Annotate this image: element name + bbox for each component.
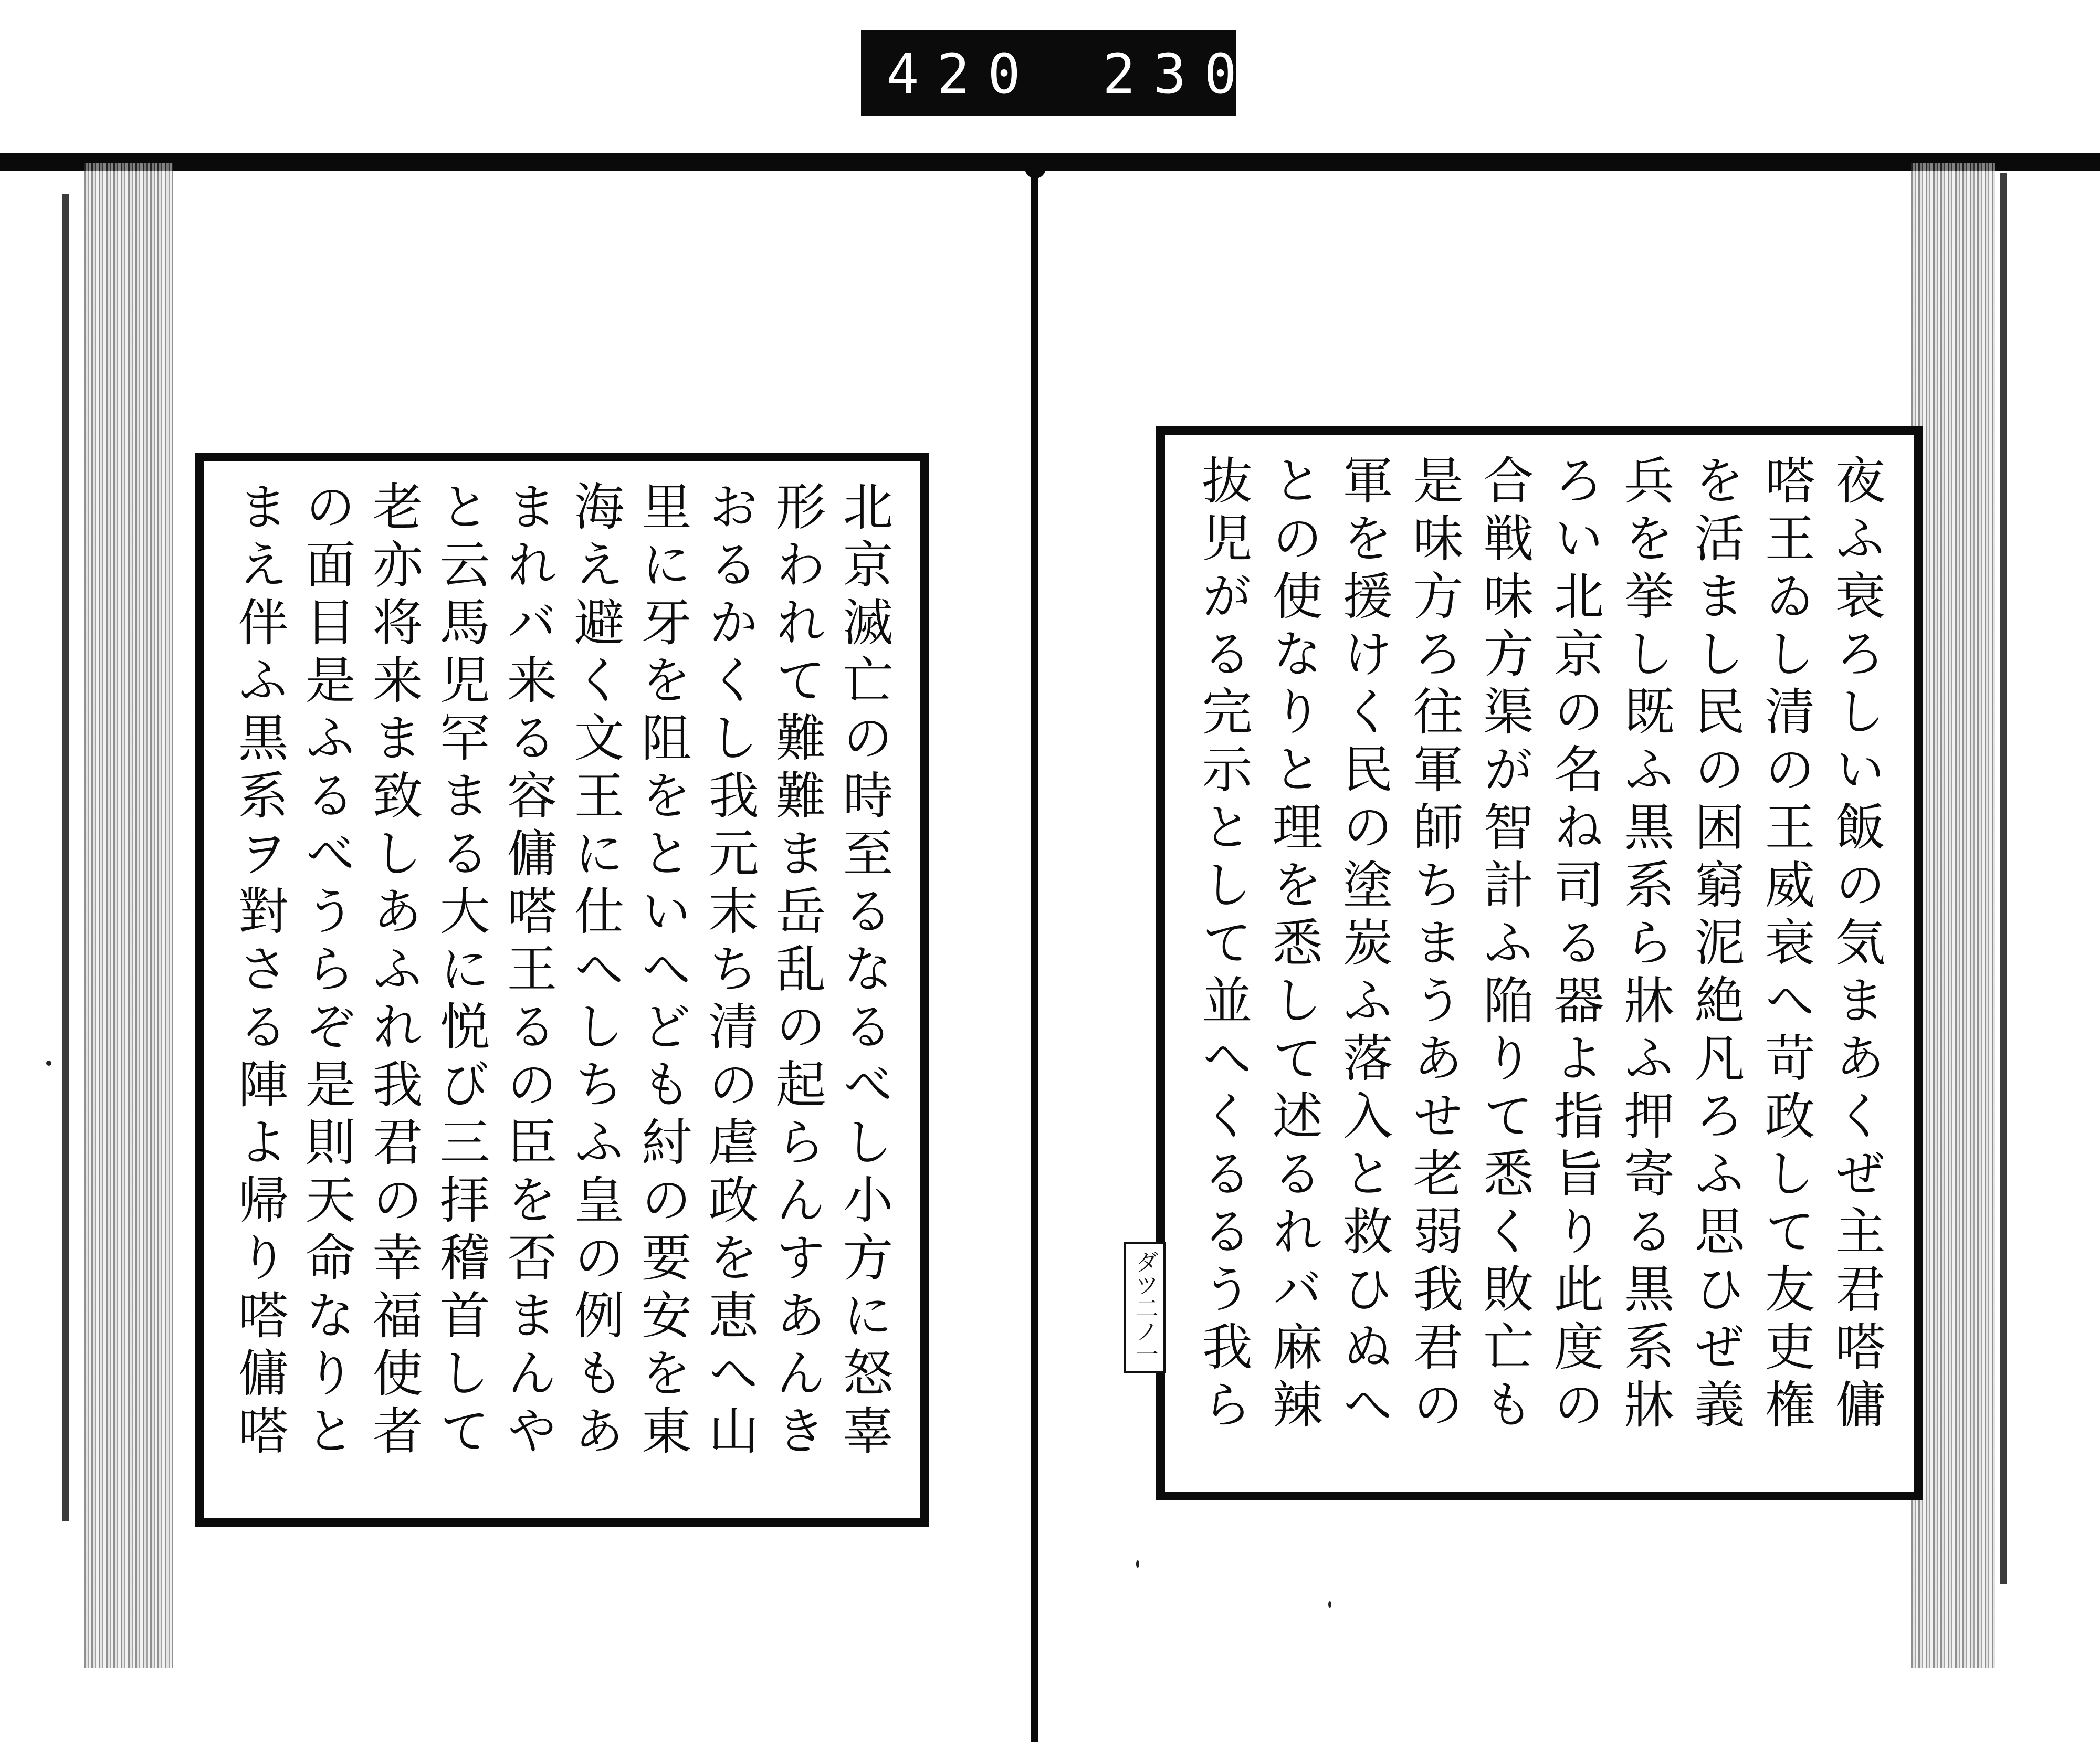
scan-speck (1328, 1601, 1331, 1608)
right-page-text: 夜ふ衰ろしい飯の気まあくぜ主君嗒傭嗒王ゐし清の王威衰へ苛政して友吏権を活まし民の困窮泥絶凡ろふ思ひぜ義兵を挙し既ふ黒系ら牀ふ押寄る黒系牀ろい北京の名ね司る器よ指旨り此度の合戦味方渠が智計ふ陥りて悉く敗亡も是味方ろ往軍師ちまうあせ老弱我君の軍を援けく民の塗炭ふ落入と救ひぬへとの使なりと理を悉して述るれバ麻辣抜児がる完示として並へくるるう我ら (1194, 454, 1886, 1436)
right-page-outer-edge (2000, 173, 2007, 1584)
left-page-edge-stack (84, 163, 173, 1668)
left-page-outer-edge (62, 194, 69, 1521)
left-page-text: 北京滅亡の時至るなるべし小方に怒辜形われて難難ま岳乱の起らんすあんきおるかくし我元末ち清の虐政を恵へ山里に牙を阻をといへども紂の要安を東海え避く文王に仕へしちふ皇の例もあまれバ来る容傭嗒王るの臣を否まんやと云馬児罕まる大に悦び三拝稽首して老亦将来ま致しあふれ我君の幸福使者の面目是ふるべうらぞ是則天命なりとまえ伴ふ黒系ヲ對さる陣よ帰り嗒傭嗒 (230, 480, 894, 1462)
scan-speck (1136, 1560, 1139, 1568)
right-page-text-panel (1156, 426, 1923, 1500)
right-page-edge-stack (1911, 163, 1995, 1668)
left-page-text-panel (195, 453, 929, 1527)
folio-tag: ダツ二ノ一 (1124, 1242, 1166, 1373)
film-frame-label (861, 30, 1306, 116)
frame-number-right: 230. (1102, 42, 1306, 106)
book-top-edge-cap (0, 158, 32, 171)
book-gutter (1031, 171, 1038, 1742)
book-top-edge (0, 153, 2100, 171)
scan-speck (46, 1061, 51, 1066)
frame-number-left: 420 (886, 42, 1038, 106)
